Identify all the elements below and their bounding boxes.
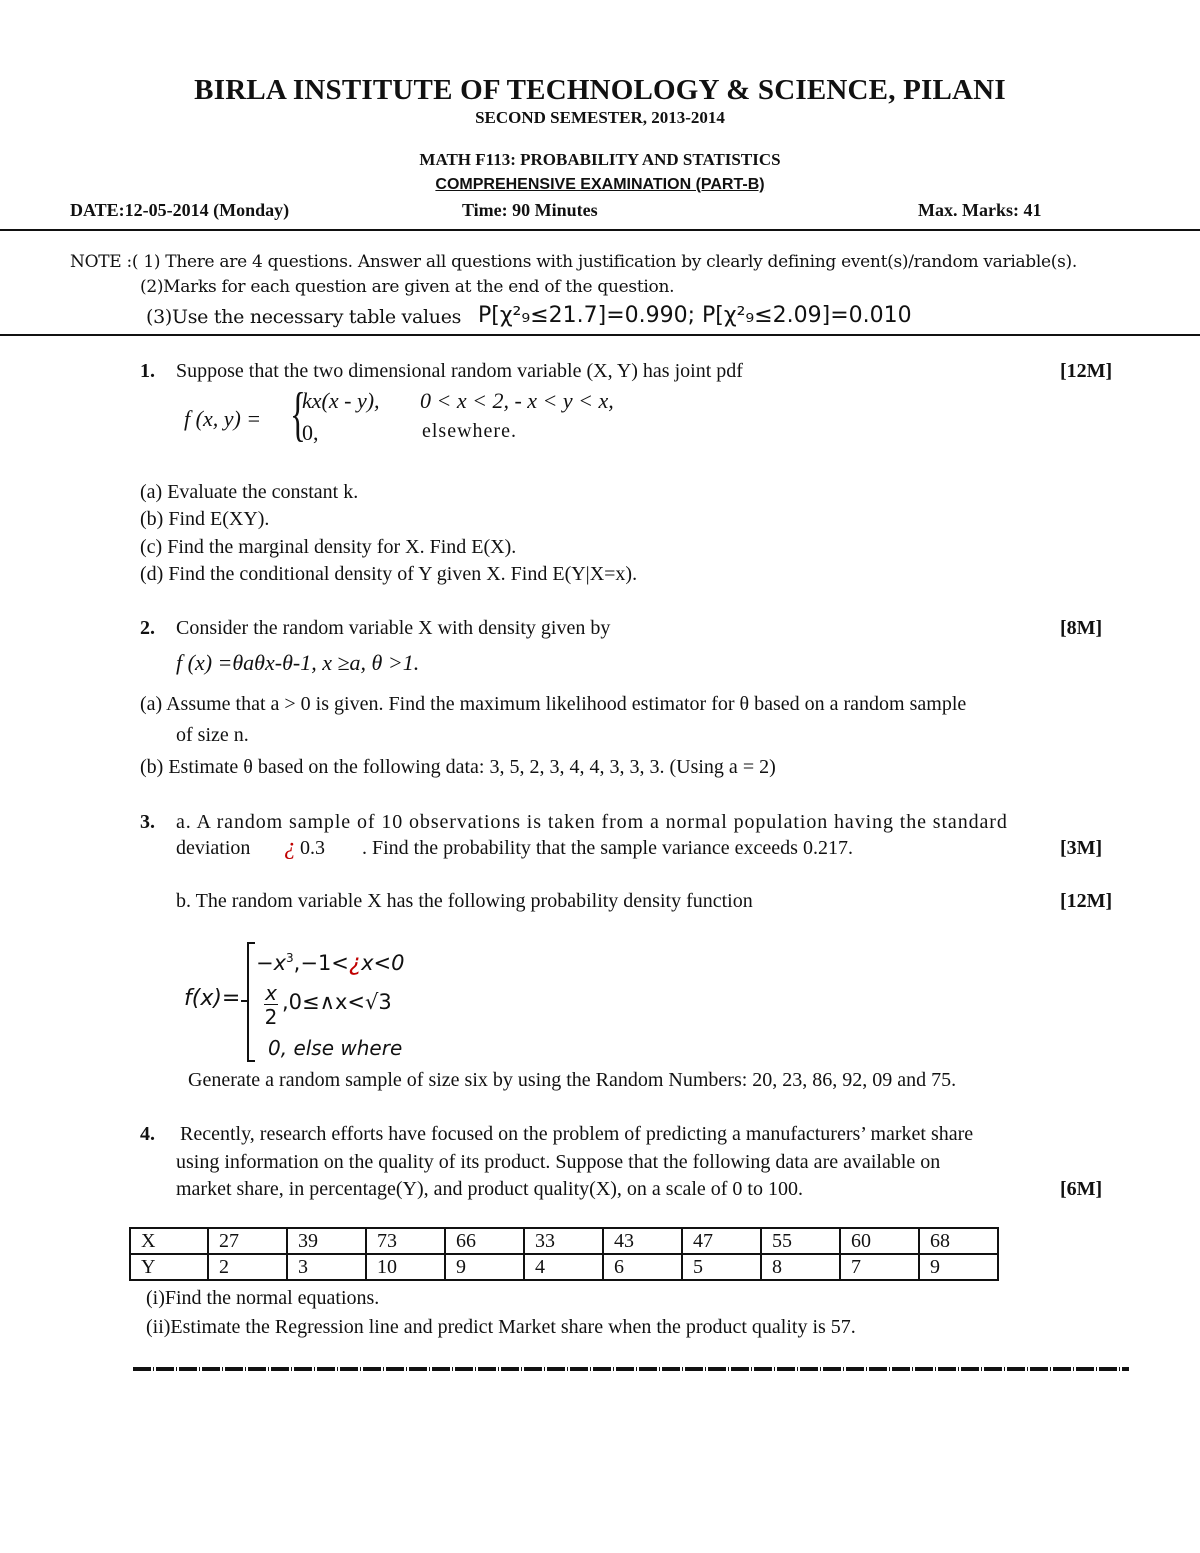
q1-brace: { bbox=[290, 381, 306, 447]
table-cell: 8 bbox=[761, 1254, 840, 1280]
q1-part-d: (d) Find the conditional density of Y given X. Find E(Y|X=x). bbox=[140, 563, 638, 585]
q4-line1: Recently, research efforts have focused on the problem of predicting a manufacturers’ market share bbox=[180, 1123, 974, 1145]
table-cell: 66 bbox=[445, 1228, 524, 1254]
header-divider bbox=[0, 229, 1200, 231]
q3-case1-b: ,−1< bbox=[293, 951, 349, 975]
q3a-marks: [3M] bbox=[1060, 837, 1103, 859]
exam-time: Time: 90 Minutes bbox=[462, 200, 598, 220]
q1-marks: [12M] bbox=[1060, 360, 1113, 382]
q3-case1-sym: ¿ bbox=[348, 950, 362, 976]
q3-brace-mid bbox=[241, 1000, 249, 1002]
table-cell: 55 bbox=[761, 1228, 840, 1254]
q1-part-a: (a) Evaluate the constant k. bbox=[140, 481, 359, 503]
q1-text: Suppose that the two dimensional random variable (X, Y) has joint pdf bbox=[176, 360, 743, 382]
q4-number: 4. bbox=[140, 1123, 155, 1145]
exam-title: COMPREHENSIVE EXAMINATION (PART-B) bbox=[435, 176, 765, 193]
table-cell: 10 bbox=[366, 1254, 445, 1280]
q2-marks: [8M] bbox=[1060, 617, 1103, 639]
q3-brace-bottom bbox=[247, 1060, 255, 1062]
q1-case2-expr: 0, bbox=[302, 420, 319, 445]
q2-text: Consider the random variable X with density given by bbox=[176, 617, 611, 639]
table-cell: 33 bbox=[524, 1228, 603, 1254]
q3-pdf-lhs: f(x)= bbox=[184, 986, 241, 1011]
q4-line3: market share, in percentage(Y), and product quality(X), on a scale of 0 to 100. bbox=[176, 1178, 803, 1200]
q3-case1 bbox=[256, 950, 405, 976]
course-title: MATH F113: PROBABILITY AND STATISTICS bbox=[419, 150, 781, 169]
q4-part-ii: (ii)Estimate the Regression line and predict Market share when the product quality is 57. bbox=[146, 1316, 856, 1338]
semester-label: SECOND SEMESTER, 2013-2014 bbox=[475, 108, 725, 127]
q2-part-a-cont: of size n. bbox=[176, 724, 249, 746]
table-cell: 73 bbox=[366, 1228, 445, 1254]
table-cell: X bbox=[130, 1228, 208, 1254]
max-marks: Max. Marks: 41 bbox=[918, 200, 1042, 220]
table-cell: 7 bbox=[840, 1254, 919, 1280]
q2-number: 2. bbox=[140, 617, 155, 639]
table-cell: 9 bbox=[919, 1254, 998, 1280]
q3-case1-a: −x bbox=[256, 951, 287, 975]
q4-data-table bbox=[129, 1227, 999, 1281]
q3-brace-top bbox=[247, 942, 255, 944]
note-3-formula: P[χ²₉≤21.7]=0.990; P[χ²₉≤2.09]=0.010 bbox=[478, 303, 912, 328]
note-2: (2)Marks for each question are given at the end of the question. bbox=[140, 277, 675, 297]
q1-part-b: (b) Find E(XY). bbox=[140, 508, 270, 530]
q2-part-b: (b) Estimate θ based on the following data: 3, 5, 2, 3, 4, 4, 3, 3, 3. (Using a = 2) bbox=[140, 756, 776, 778]
q3-case2-den: 2 bbox=[264, 1005, 278, 1029]
q3-part-b: b. The random variable X has the following probability density function bbox=[176, 890, 753, 912]
q4-marks: [6M] bbox=[1060, 1178, 1103, 1200]
q3-brace bbox=[247, 942, 249, 1062]
q3-case2-frac bbox=[264, 982, 278, 1029]
q3-part-a: a. A random sample of 10 observations is taken from a normal population having the standard bbox=[176, 811, 1008, 833]
q1-case1-expr: kx(x - y), bbox=[302, 388, 380, 413]
q1-pdf-lhs: f (x, y) = bbox=[184, 406, 262, 431]
table-cell: 60 bbox=[840, 1228, 919, 1254]
q2-part-a: (a) Assume that a > 0 is given. Find the maximum likelihood estimator for θ based on a random sample bbox=[140, 693, 967, 715]
institute-title: BIRLA INSTITUTE OF TECHNOLOGY & SCIENCE, PILANI bbox=[194, 74, 1006, 106]
q3-generate: Generate a random sample of size six by using the Random Numbers: 20, 23, 86, 92, 09 and 75. bbox=[188, 1069, 957, 1091]
table-cell: 43 bbox=[603, 1228, 682, 1254]
q2-formula: f (x) =θaθx-θ-1, x ≥a, θ >1. bbox=[176, 650, 420, 675]
q3b-marks: [12M] bbox=[1060, 890, 1113, 912]
q3-number: 3. bbox=[140, 811, 155, 833]
q1-case2-cond: elsewhere. bbox=[422, 420, 517, 442]
q3-case1-exp: 3 bbox=[286, 951, 294, 965]
table-cell: Y bbox=[130, 1254, 208, 1280]
exam-date: DATE:12-05-2014 (Monday) bbox=[70, 200, 290, 220]
table-cell: 68 bbox=[919, 1228, 998, 1254]
q3-case2-num: x bbox=[265, 981, 277, 1005]
table-cell: 4 bbox=[524, 1254, 603, 1280]
notes-divider bbox=[0, 334, 1200, 336]
q3-sigma-symbol: ¿ bbox=[284, 834, 296, 860]
q3-case2-cond: ,0≤∧x<√3 bbox=[282, 990, 392, 1014]
end-divider bbox=[133, 1367, 1129, 1371]
table-row-x bbox=[130, 1228, 998, 1254]
table-cell: 27 bbox=[208, 1228, 287, 1254]
q1-part-c: (c) Find the marginal density for X. Find E(X). bbox=[140, 536, 517, 558]
q1-number: 1. bbox=[140, 360, 155, 382]
q3-sigma-value: 0.3 bbox=[300, 837, 325, 859]
table-cell: 39 bbox=[287, 1228, 366, 1254]
table-cell: 2 bbox=[208, 1254, 287, 1280]
table-cell: 5 bbox=[682, 1254, 761, 1280]
note-1: NOTE :( 1) There are 4 questions. Answer all questions with justification by clearly defining event(s)/random variable(s). bbox=[70, 252, 1077, 272]
q4-part-i: (i)Find the normal equations. bbox=[146, 1287, 380, 1309]
q3-part-a-end: . Find the probability that the sample variance exceeds 0.217. bbox=[362, 837, 853, 859]
q1-case1-cond: 0 < x < 2, - x < y < x, bbox=[420, 388, 614, 413]
table-cell: 6 bbox=[603, 1254, 682, 1280]
table-cell: 47 bbox=[682, 1228, 761, 1254]
table-row-y bbox=[130, 1254, 998, 1280]
q3-case1-c: x<0 bbox=[361, 951, 405, 975]
table-cell: 9 bbox=[445, 1254, 524, 1280]
table-cell: 3 bbox=[287, 1254, 366, 1280]
q3-case3: 0, else where bbox=[268, 1036, 403, 1060]
q3-part-a-start: deviation bbox=[176, 837, 251, 859]
note-3: (3)Use the necessary table values bbox=[146, 306, 462, 328]
q4-line2: using information on the quality of its product. Suppose that the following data are available on bbox=[176, 1151, 941, 1173]
